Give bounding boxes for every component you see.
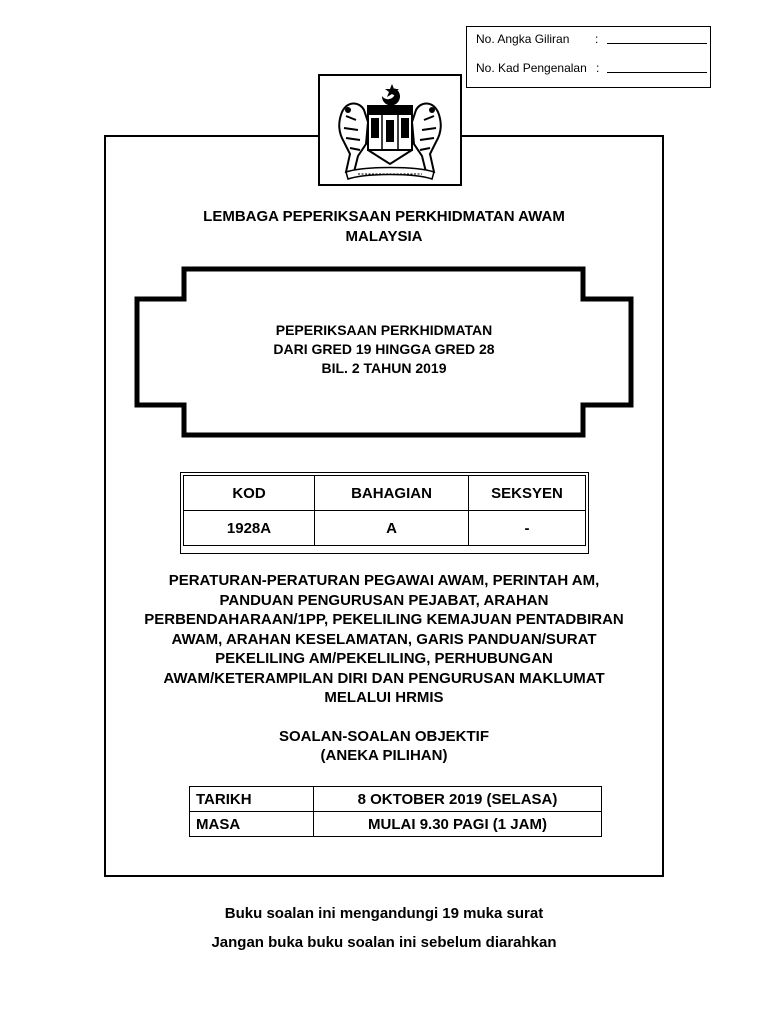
question-type-line-2: (ANEKA PILIHAN) (320, 747, 448, 764)
value-bahagian: A (315, 511, 469, 546)
crest-box (318, 74, 462, 186)
subject-line: PANDUAN PENGURUSAN PEJABAT, ARAHAN (219, 591, 549, 609)
exam-line-3: BIL. 2 TAHUN 2019 (321, 360, 447, 376)
value-kod: 1928A (184, 511, 315, 546)
question-type (0, 727, 768, 765)
code-table-header-row (184, 476, 586, 511)
time-value: MULAI 9.30 PAGI (1 JAM) (314, 812, 602, 837)
subject-line: PEKELILING AM/PEKELILING, PERHUBUNGAN (215, 650, 553, 667)
angka-giliran-row (476, 32, 599, 46)
kad-pengenalan-colon: : (596, 61, 600, 75)
angka-giliran-label: No. Angka Giliran (476, 32, 570, 46)
subject-line: AWAM/KETERAMPILAN DIRI DAN PENGURUSAN MAKLUMAT (163, 669, 605, 687)
code-table (183, 475, 586, 546)
exam-title (0, 321, 768, 378)
header-bahagian: BAHAGIAN (315, 476, 469, 511)
organization-line-2: MALAYSIA (345, 228, 423, 245)
value-seksyen: - (469, 511, 586, 546)
kad-pengenalan-field[interactable] (607, 72, 707, 73)
kad-pengenalan-row (476, 61, 600, 75)
kad-pengenalan-label: No. Kad Pengenalan (476, 61, 587, 75)
organization-line-1: LEMBAGA PEPERIKSAAN PERKHIDMATAN AWAM (203, 208, 565, 225)
subject-line: AWAM, ARAHAN KESELAMATAN, GARIS PANDUAN/SURAT (171, 630, 597, 648)
exam-line-2: DARI GRED 19 HINGGA GRED 28 (273, 341, 495, 357)
malaysia-coat-of-arms-icon (334, 82, 446, 182)
question-type-line-1: SOALAN-SOALAN OBJEKTIF (279, 728, 489, 745)
angka-giliran-colon: : (595, 32, 599, 46)
angka-giliran-field[interactable] (607, 43, 707, 44)
code-table-value-row (184, 511, 586, 546)
date-label: TARIKH (190, 787, 314, 812)
schedule-time-row (190, 812, 602, 837)
schedule-date-row (190, 787, 602, 812)
header-seksyen: SEKSYEN (469, 476, 586, 511)
subject-line: MELALUI HRMIS (324, 689, 444, 706)
header-kod: KOD (184, 476, 315, 511)
subject-title (0, 571, 768, 708)
exam-line-1: PEPERIKSAAN PERKHIDMATAN (275, 322, 493, 338)
organization-title (0, 207, 768, 247)
schedule-table (189, 786, 602, 837)
pages-note: Buku soalan ini mengandungi 19 muka surat (224, 905, 544, 922)
subject-line: PERATURAN-PERATURAN PEGAWAI AWAM, PERINTAH AM, (168, 572, 600, 589)
candidate-id-box (466, 26, 711, 88)
do-not-open-warning: Jangan buka buku soalan ini sebelum diarahkan (211, 934, 557, 951)
subject-line: PERBENDAHARAAN/1PP, PEKELILING KEMAJUAN PENTADBIRAN (144, 611, 624, 628)
date-value: 8 OKTOBER 2019 (SELASA) (314, 787, 602, 812)
time-label: MASA (190, 812, 314, 837)
